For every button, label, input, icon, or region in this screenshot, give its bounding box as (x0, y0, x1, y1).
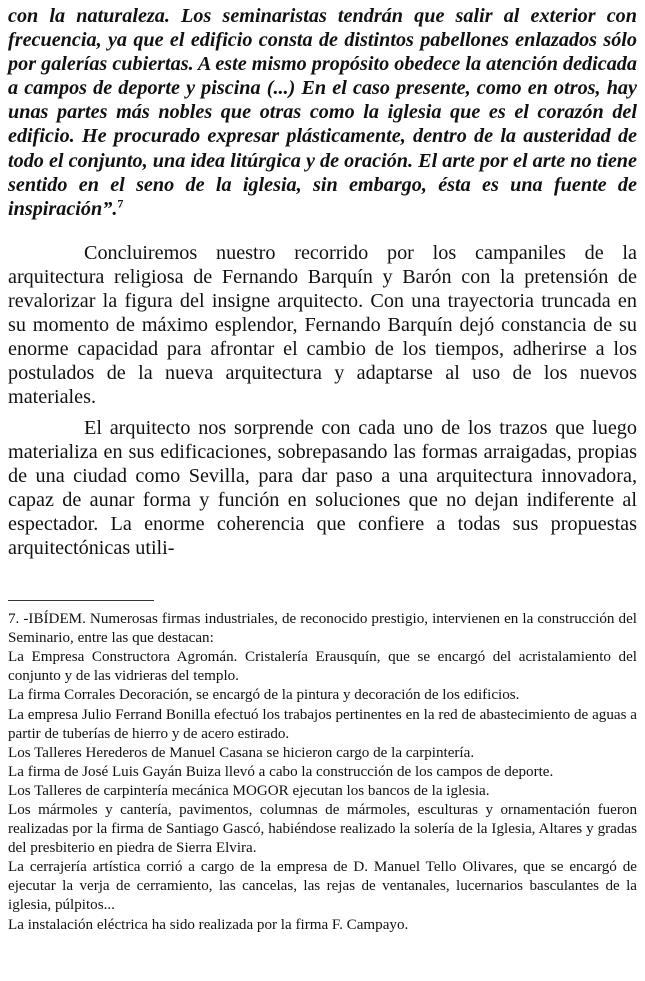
footnote-line: La firma Corrales Decoración, se encargó de la pintura y decoración de los edificios. (8, 687, 520, 704)
footnote-line: La instalación eléctrica ha sido realizada por la firma F. Campayo. (8, 916, 409, 933)
document-page (8, 4, 637, 935)
body-paragraph-2: El arquitecto nos sorprende con cada uno de los trazos que luego materializa en sus edificaciones, sobrepasando las formas arraigadas, propias de una ciudad como Sevilla, para dar paso a una arquitectura innovadora, capaz de aunar forma y función en soluciones que no dejan indiferente al espectador. La enorme coherencia que confiere a todas sus propuestas arquitectónicas utili- (8, 416, 637, 559)
footnote-line: La Empresa Constructora Agromán. Cristalería Erausquín, que se encargó del acristalamiento del conjunto y de las vidrieras del templo. (8, 649, 637, 685)
footnote-line: Los Talleres Herederos de Manuel Casana se hicieron cargo de la carpintería. (8, 744, 475, 761)
quotation-text: con la naturaleza. Los seminaristas tendrán que salir al exterior con frecuencia, ya que el edificio consta de distintos pabellones enlazados sólo por galerías cubiertas. A este mismo propósito obedece la atención dedicada a campos de deporte y piscina (...) En el caso presente, como en otros, hay unas partes más nobles que otras como la iglesia que es el corazón del edificio. He procurado expresar plásticamente, dentro de la austeridad de todo el conjunto, una idea litúrgica y de oración. El arte por el arte no tiene sentido en el seno de la iglesia, sin embargo, ésta es una fuente de inspiración”. (8, 5, 637, 220)
quotation-block (8, 4, 637, 221)
footnote-line: La empresa Julio Ferrand Bonilla efectuó los trabajos pertinentes en la red de abastecimiento de aguas a partir de tuberías de hierro y de acero estirado. (8, 706, 637, 742)
footnotes-section (8, 610, 637, 935)
footnote-reference: 7 (117, 196, 124, 211)
footnote-line: Los mármoles y cantería, pavimentos, columnas de mármoles, esculturas y ornamentación fueron realizadas por la firma de Santiago Gascó, habiéndose realizado la solería de la Iglesia, Altares y gradas del presbiterio en piedra de Sierra Elvira. (8, 802, 637, 857)
footnote-line: La cerrajería artística corrió a cargo de la empresa de D. Manuel Tello Olivares, que se encargó de ejecutar la verja de cerramiento, las cancelas, las rejas de ventanales, lucernarios basculantes de la iglesia, púlpitos... (8, 859, 637, 914)
footnote-separator (8, 600, 154, 601)
body-paragraph-1: Concluiremos nuestro recorrido por los campaniles de la arquitectura religiosa de Fernando Barquín y Barón con la pretensión de revalorizar la figura del insigne arquitecto. Con una trayectoria truncada en su momento de máximo esplendor, Fernando Barquín dejó constancia de su enorme capacidad para afrontar el cambio de los tiempos, adherirse a los postulados de la nueva arquitectura y adaptarse al uso de los nuevos materiales. (8, 241, 637, 409)
footnote-line: 7. -IBÍDEM. Numerosas firmas industriales, de reconocido prestigio, intervienen en la construcción del Seminario, entre las que destacan: (8, 611, 637, 647)
footnote-line: Los Talleres de carpintería mecánica MOGOR ejecutan los bancos de la iglesia. (8, 782, 490, 799)
footnote-line: La firma de José Luis Gayán Buiza llevó a cabo la construcción de los campos de deporte. (8, 763, 554, 780)
